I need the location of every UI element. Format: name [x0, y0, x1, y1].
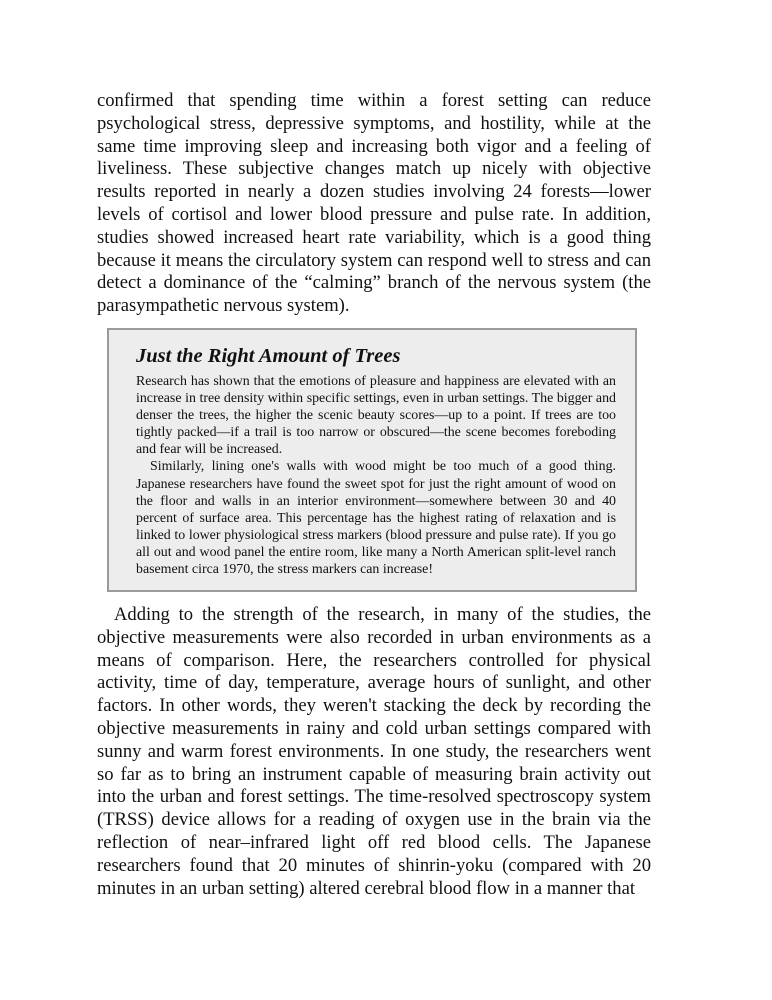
body-paragraph-2: Adding to the strength of the research, in many of the studies, the objective measurements were also recorded in urban environments as a means of comparison. Here, the researchers controlled for physical activity, time of day, temperature, average hours of sunlight, and other factors. In other words, they weren't stacking the deck by recording the objective measurements in rainy and cold urban settings compared with sunny and warm forest environments. In one study, the researchers went so far as to bring an instrument capable of measuring brain activity out into the urban and forest settings. The time-resolved spectroscopy system (TRSS) device allows for a reading of oxygen use in the brain via the reflection of near–infrared light off red blood cells. The Japanese researchers found that 20 minutes of shinrin-yoku (compared with 20 minutes in an urban setting) altered cerebral blood flow in a manner that: [97, 604, 651, 899]
sidebar-title: Just the Right Amount of Trees: [136, 344, 401, 367]
sidebar-paragraph-1: Research has shown that the emotions of pleasure and happiness are elevated with an increase in tree density within specific settings, even in urban settings. The bigger and denser the trees, the higher the scenic beauty scores—up to a point. If trees are too tightly packed—if a trail is too narrow or obscured—the scene becomes foreboding and fear will be increased.: [136, 373, 616, 458]
body-paragraph-1: confirmed that spending time within a forest setting can reduce psychological stress, depressive symptoms, and hostility, while at the same time improving sleep and increasing both vigor and a feeling of liveliness. These subjective changes match up nicely with objective results reported in nearly a dozen studies involving 24 forests—lower levels of cortisol and lower blood pressure and pulse rate. In addition, studies showed increased heart rate variability, which is a good thing because it means the circulatory system can respond well to stress and can detect a dominance of the “calming” branch of the nervous system (the parasympathetic nervous system).: [97, 90, 651, 317]
sidebar-box: [107, 328, 637, 592]
page-content: [97, 90, 651, 900]
sidebar-paragraph-2: Similarly, lining one's walls with wood might be too much of a good thing. Japanese researchers have found the sweet spot for just the right amount of wood on the floor and walls in an interior environment—somewhere between 30 and 40 percent of surface area. This percentage has the highest rating of relaxation and is linked to lower physiological stress markers (blood pressure and pulse rate). If you go all out and wood panel the entire room, like many a North American split-level ranch basement circa 1970, the stress markers can increase!: [136, 459, 616, 577]
